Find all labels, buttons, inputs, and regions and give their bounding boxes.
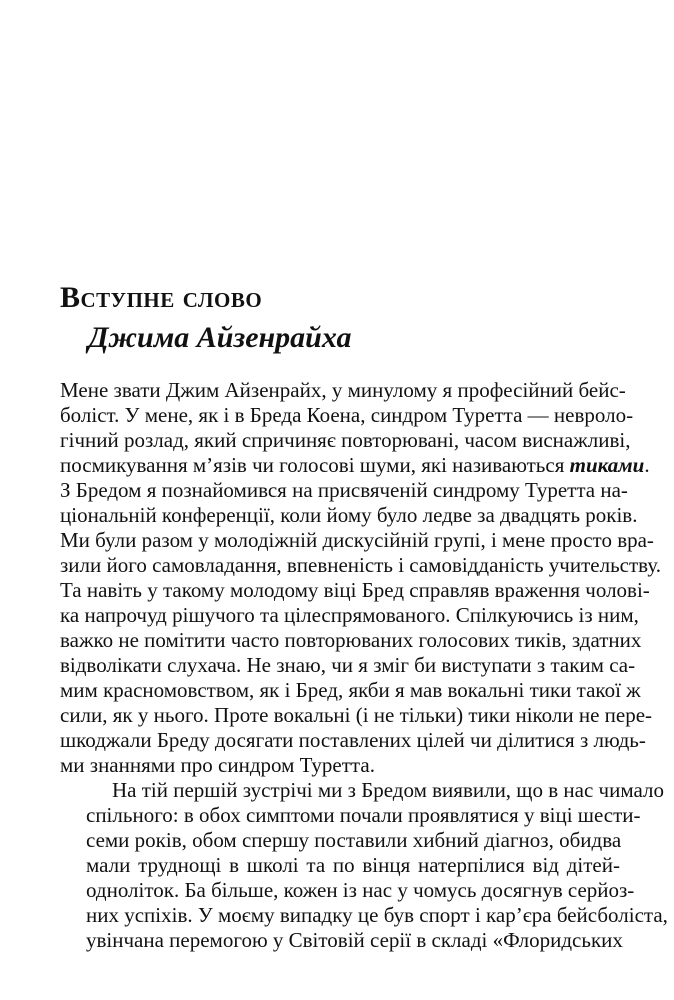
text-line: зили його самовладання, впевненість і самовідданість учительству. — [60, 553, 662, 577]
text-line: них успіхів. У моєму випадку це був спорт і кар’єра бейсболіста, — [86, 903, 668, 927]
emphasized-term: тиками — [569, 453, 645, 477]
chapter-heading — [60, 278, 620, 358]
text-line: На тій першій зустрічі ми з Бредом виявили, що в нас чимало — [112, 778, 664, 802]
text-line: гічний розлад, який спричиняє повторювані, часом виснажливі, — [60, 428, 631, 452]
text-line: мали труднощі в школі та по вінця натерпілися від дітей- — [86, 853, 620, 877]
text-line: ціональній конференції, коли йому було ледве за двадцять років. — [60, 503, 638, 527]
text-line: сили, як у нього. Проте вокальні (і не тільки) тики ніколи не пере- — [60, 703, 653, 727]
text-line: відволікати слухача. Не знаю, чи я зміг би виступати з таким са- — [60, 653, 636, 677]
text-line: мим красномовством, як і Бред, якби я мав вокальні тики такої ж — [60, 678, 641, 702]
text-line: одноліток. Ба більше, кожен із нас у чомусь досягнув серйоз- — [86, 878, 635, 902]
text-line: Ми були разом у молодіжній дискусійній групі, і мене просто вра- — [60, 528, 654, 552]
text-line: боліст. У мене, як і в Бреда Коена, синдром Туретта — невроло- — [60, 403, 634, 427]
chapter-subtitle: Джима Айзенрайха — [88, 321, 352, 354]
text-line: спільного: в обох симптоми почали проявлятися у віці шести- — [86, 803, 641, 827]
paragraph-2 — [60, 778, 668, 953]
text-line: шкоджали Бреду досягати поставлених цілей чи ділитися з людь- — [60, 728, 646, 752]
text-line: важко не помітити часто повторюваних голосових тиків, здатних — [60, 628, 642, 652]
chapter-body — [60, 378, 668, 953]
paragraph-1 — [60, 378, 662, 778]
text-line: Та навіть у такому молодому віці Бред справляв враження чолові- — [60, 578, 650, 602]
text-fragment: . — [644, 453, 650, 477]
text-line: увінчана перемогою у Світовій серії в складі «Флоридських — [86, 928, 623, 952]
text-line: ми знаннями про синдром Туретта. — [60, 753, 375, 777]
text-line: ка напрочуд рішучого та цілеспрямованого. Спілкуючись із ним, — [60, 603, 639, 627]
text-fragment: посмикування м’язів чи голосові шуми, які називаються — [60, 453, 570, 477]
text-line: семи років, обом спершу поставили хибний діагноз, обидва — [86, 828, 622, 852]
text-line: Мене звати Джим Айзенрайх, у минулому я професійний бейс- — [60, 378, 626, 402]
text-line — [60, 453, 650, 478]
text-line: З Бредом я познайомився на присвяченій синдрому Туретта на- — [60, 478, 628, 502]
chapter-title: Вступне слово — [60, 281, 263, 314]
